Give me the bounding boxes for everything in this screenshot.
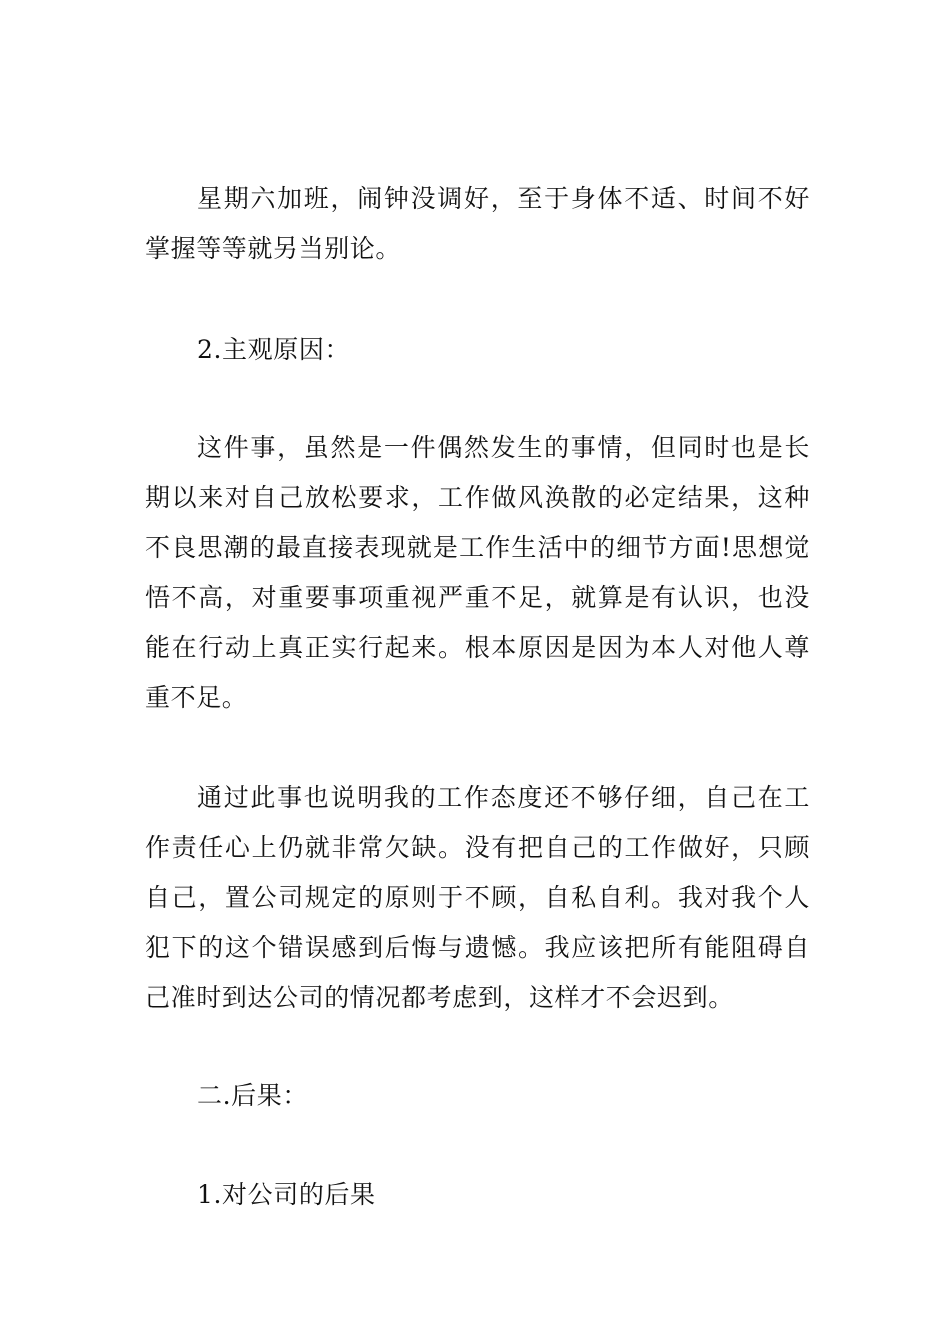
section-heading-consequences: 二.后果： <box>197 1081 308 1110</box>
paragraph-2: 这件事，虽然是一件偶然发生的事情，但同时也是长期以来对自己放松要求，工作做风涣散的必定结果，这种不良思潮的最直接表现就是工作生活中的细节方面!思想觉悟不高，对重要事项重视严重不足，就算是有认识，也没能在行动上真正实行起来。根本原因是因为本人对他人尊重不足。 <box>145 433 810 712</box>
section-heading-company-consequences: 1.对公司的后果 <box>197 1180 376 1209</box>
section-heading-subjective-causes: 2.主观原因： <box>197 335 351 364</box>
paragraph-1: 星期六加班，闹钟没调好，至于身体不适、时间不好掌握等等就另当别论。 <box>145 184 810 263</box>
paragraph-3: 通过此事也说明我的工作态度还不够仔细，自己在工作责任心上仍就非常欠缺。没有把自己的工作做好，只顾自己，置公司规定的原则于不顾，自私自利。我对我个人犯下的这个错误感到后悔与遗憾。我应该把所有能阻碍自己准时到达公司的情况都考虑到，这样才不会迟到。 <box>145 783 810 1012</box>
